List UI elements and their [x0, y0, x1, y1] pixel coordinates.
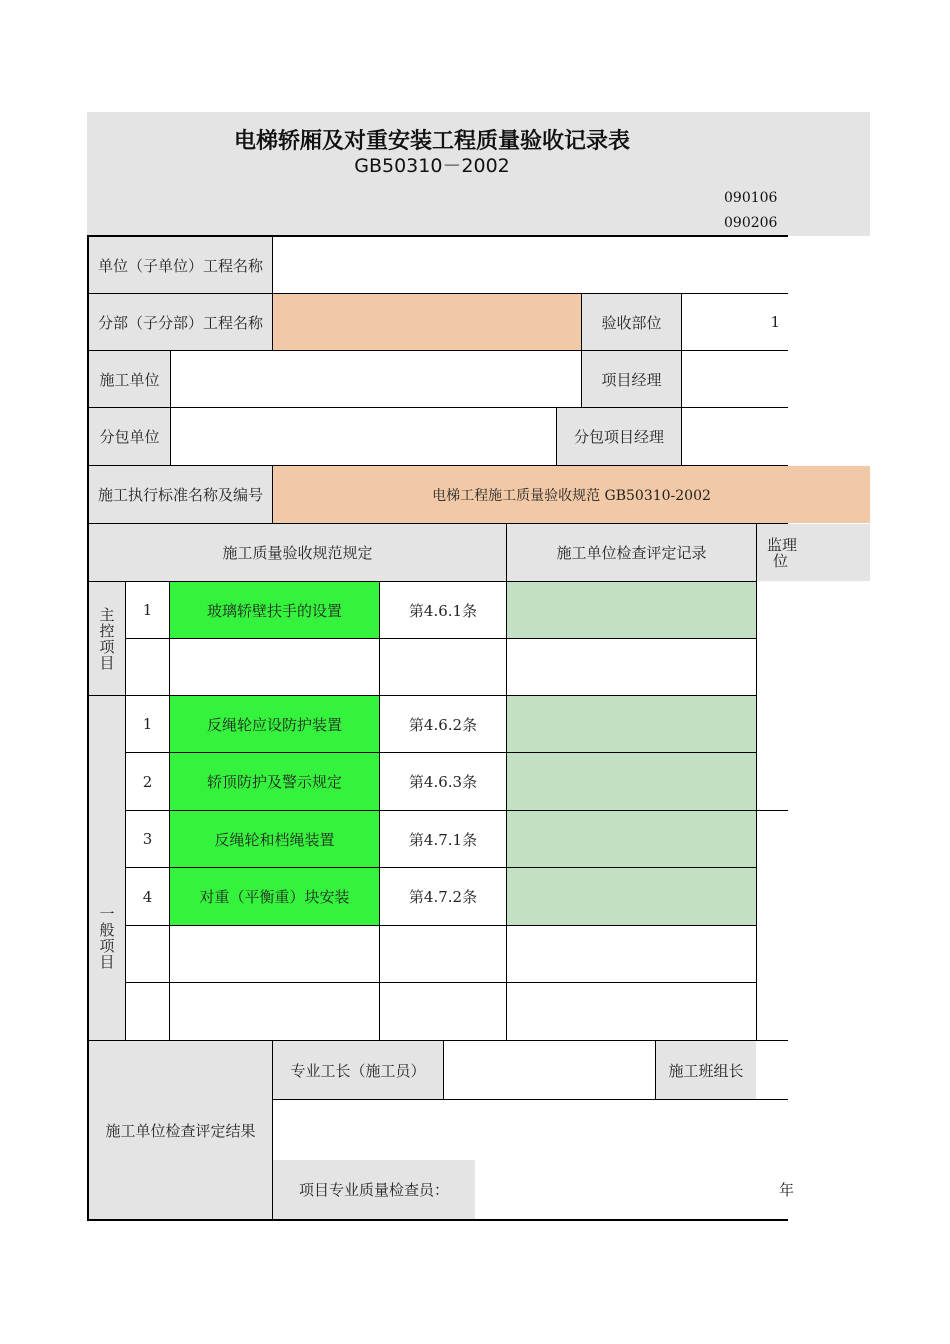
- main-control-row-2-check[interactable]: [507, 639, 756, 695]
- general-row-3-no: 3: [126, 811, 169, 867]
- acceptance-part-value[interactable]: [682, 294, 788, 350]
- general-items-label: [89, 696, 125, 1040]
- sub-project-field[interactable]: [273, 294, 581, 350]
- general-char: 一: [99, 905, 115, 923]
- grid-line: [89, 293, 788, 294]
- sub-project-manager-label: 分包项目经理: [557, 408, 681, 465]
- grid-line: [272, 466, 273, 523]
- team-leader-label: 施工班组长: [656, 1041, 756, 1099]
- supervisor-header-line2: 位: [773, 551, 789, 570]
- grid-line: [126, 982, 757, 983]
- result-text-area[interactable]: [273, 1100, 788, 1159]
- grid-line: [506, 524, 507, 1040]
- grid-line: [126, 752, 757, 753]
- grid-line: [89, 523, 788, 524]
- unit-project-label: 单位（子单位）工程名称: [89, 237, 272, 293]
- general-row-3-check[interactable]: [507, 811, 756, 867]
- standard-code: GB50310－2002: [354, 155, 510, 177]
- grid-line: [443, 1041, 444, 1099]
- general-row-1-clause: 第4.6.2条: [380, 696, 506, 752]
- general-row-4-check[interactable]: [507, 868, 756, 925]
- form-code-1: 090106: [724, 190, 778, 206]
- main-control-char: 目: [99, 653, 115, 672]
- general-row-4-clause: 第4.7.2条: [380, 868, 506, 925]
- main-control-char: 主: [99, 605, 115, 624]
- main-control-row-1-check[interactable]: [507, 582, 756, 638]
- subcontractor-field[interactable]: [171, 408, 556, 465]
- contractor-result-label: 施工单位检查评定结果: [89, 1041, 272, 1219]
- grid-line: [126, 925, 757, 926]
- main-control-row-1-item[interactable]: 玻璃轿壁扶手的设置: [170, 582, 379, 638]
- grid-line: [681, 294, 682, 465]
- grid-line: [169, 582, 170, 1040]
- general-row-3-item[interactable]: 反绳轮和档绳装置: [170, 811, 379, 867]
- general-row-1-no: 1: [126, 696, 169, 752]
- grid-line: [89, 581, 757, 582]
- sub-project-manager-field[interactable]: [682, 408, 788, 465]
- grid-line: [126, 810, 788, 811]
- grid-line: [556, 408, 557, 465]
- general-row-2-item[interactable]: 轿顶防护及警示规定: [170, 753, 379, 810]
- main-control-row-1-clause: 第4.6.1条: [380, 582, 506, 638]
- main-control-row-2-item[interactable]: [170, 639, 379, 695]
- grid-line: [655, 1041, 656, 1099]
- supervisor-column-header: [757, 524, 870, 581]
- main-control-row-2-no: [126, 639, 169, 695]
- grid-line: [126, 638, 757, 639]
- general-char: 目: [99, 953, 115, 971]
- exec-standard-label: 施工执行标准名称及编号: [89, 466, 272, 523]
- unit-project-field[interactable]: [273, 237, 788, 293]
- general-row-1-check[interactable]: [507, 696, 756, 752]
- grid-line: [89, 465, 788, 466]
- contractor-check-column-header: 施工单位检查评定记录: [507, 524, 756, 581]
- general-row-5-no: [126, 926, 169, 982]
- grid-line: [125, 582, 126, 1040]
- acceptance-part-label: 验收部位: [582, 294, 681, 350]
- sub-project-label: 分部（子分部）工程名称: [89, 294, 272, 350]
- main-control-char: 控: [99, 621, 115, 640]
- spec-column-header: 施工质量验收规范规定: [89, 524, 506, 581]
- grid-line: [273, 1099, 788, 1100]
- general-row-5-clause: [380, 926, 506, 982]
- general-row-2-clause: 第4.6.3条: [380, 753, 506, 810]
- grid-line: [89, 407, 788, 408]
- quality-inspector-label: 项目专业质量检查员：: [273, 1160, 475, 1219]
- general-row-2-check[interactable]: [507, 753, 756, 810]
- main-control-label: [89, 582, 125, 695]
- acceptance-part-number: 1: [770, 313, 780, 331]
- outer-bottom-border: [87, 1219, 788, 1221]
- general-row-6-clause: [380, 983, 506, 1040]
- grid-line: [272, 294, 273, 351]
- foreman-field[interactable]: [444, 1041, 655, 1099]
- general-row-3-clause: 第4.7.1条: [380, 811, 506, 867]
- grid-line: [272, 237, 273, 294]
- grid-line: [272, 1041, 273, 1219]
- general-char: 项: [99, 937, 115, 955]
- form-code-2: 090206: [724, 215, 778, 231]
- project-manager-label: 项目经理: [582, 351, 681, 407]
- subcontractor-label: 分包单位: [89, 408, 170, 465]
- general-row-4-no: 4: [126, 868, 169, 925]
- grid-line: [170, 351, 171, 465]
- project-manager-field[interactable]: [682, 351, 788, 407]
- supervisor-header-line1: 监理: [767, 535, 798, 554]
- main-control-char: 项: [99, 637, 115, 656]
- grid-line: [89, 1040, 788, 1041]
- team-leader-field[interactable]: [757, 1041, 788, 1099]
- main-control-row-2-clause: [380, 639, 506, 695]
- grid-line: [89, 350, 788, 351]
- grid-line: [756, 524, 757, 1040]
- general-row-6-no: [126, 983, 169, 1040]
- contractor-field[interactable]: [171, 351, 581, 407]
- general-row-5-item[interactable]: [170, 926, 379, 982]
- main-control-row-1-no: 1: [126, 582, 169, 638]
- contractor-label: 施工单位: [89, 351, 170, 407]
- foreman-label: 专业工长（施工员）: [273, 1041, 443, 1099]
- outer-left-border: [87, 235, 89, 1221]
- general-char: 般: [99, 921, 115, 939]
- quality-inspector-field[interactable]: [476, 1160, 794, 1219]
- general-row-2-no: 2: [126, 753, 169, 810]
- grid-line: [379, 582, 380, 1040]
- grid-line: [89, 695, 757, 696]
- grid-line: [126, 867, 757, 868]
- general-row-1-item[interactable]: 反绳轮应设防护装置: [170, 696, 379, 752]
- general-row-4-item[interactable]: 对重（平衡重）块安装: [170, 868, 379, 925]
- page-title: 电梯轿厢及对重安装工程质量验收记录表: [233, 129, 630, 154]
- general-row-6-check[interactable]: [507, 983, 756, 1040]
- outer-top-border: [87, 235, 788, 237]
- exec-standard-value[interactable]: 电梯工程施工质量验收规范 GB50310-2002: [273, 466, 870, 523]
- general-row-5-check[interactable]: [507, 926, 756, 982]
- grid-line: [581, 294, 582, 408]
- year-char: 年: [778, 1181, 794, 1199]
- general-row-6-item[interactable]: [170, 983, 379, 1040]
